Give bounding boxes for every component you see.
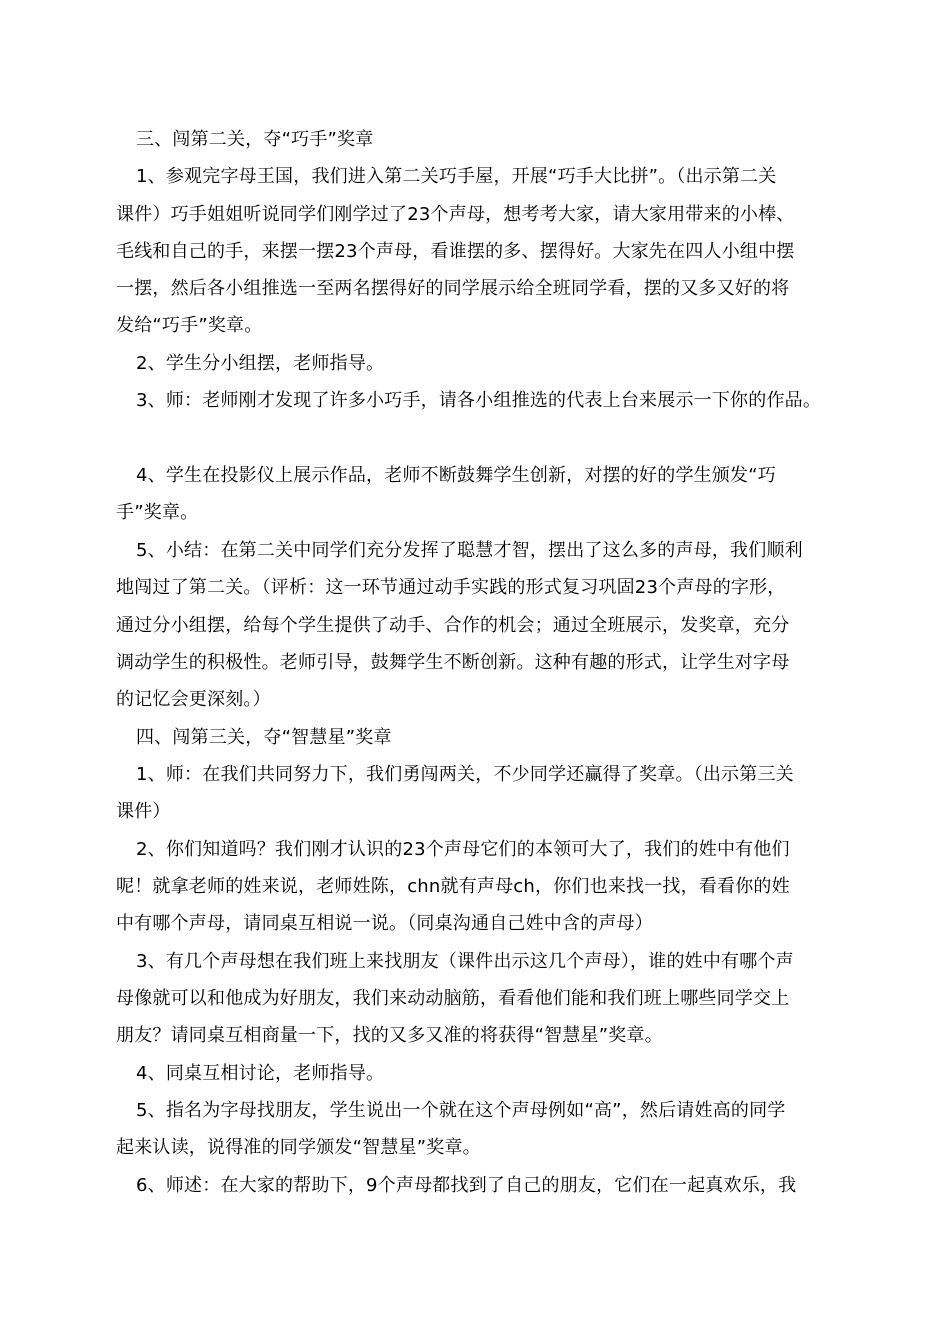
- paragraph-line: 通过分小组摆，给每个学生提供了动手、合作的机会；通过全班展示，发奖章，充分: [116, 615, 790, 636]
- paragraph-line: 一摆，然后各小组推选一至两名摆得好的同学展示给全班同学看，摆的又多又好的将: [116, 278, 790, 299]
- paragraph-line: 课件）巧手姐姐听说同学们刚学过了23个声母，想考考大家，请大家用带来的小棒、: [116, 204, 795, 225]
- paragraph-line: 朋友？请同桌互相商量一下，找的又多又准的将获得“智慧星”奖章。: [116, 1025, 663, 1046]
- paragraph-line: 3、有几个声母想在我们班上来找朋友（课件出示这几个声母），谁的姓中有哪个声: [136, 951, 794, 972]
- paragraph-line: 5、指名为字母找朋友，学生说出一个就在这个声母例如“高”，然后请姓高的同学: [136, 1100, 786, 1121]
- paragraph-line: 2、你们知道吗？我们刚才认识的23个声母它们的本领可大了，我们的姓中有他们: [136, 839, 790, 860]
- paragraph-line: 中有哪个声母，请同桌互相说一说。（同桌沟通自己姓中含的声母）: [116, 913, 653, 934]
- paragraph-line: 的记忆会更深刻。）: [116, 689, 271, 710]
- paragraph-line: 5、小结：在第二关中同学们充分发挥了聪慧才智，摆出了这么多的声母，我们顺利: [136, 540, 803, 561]
- paragraph-line: 3、师：老师刚才发现了许多小巧手，请各小组推选的代表上台来展示一下你的作品。: [136, 390, 822, 411]
- paragraph-line: 1、参观完字母王国，我们进入第二关巧手屋，开展“巧手大比拼”。（出示第二关: [136, 166, 777, 187]
- paragraph-line: 2、学生分小组摆，老师指导。: [136, 353, 385, 374]
- paragraph-line: 4、同桌互相讨论，老师指导。: [136, 1063, 385, 1084]
- paragraph-line: 4、学生在投影仪上展示作品，老师不断鼓舞学生创新，对摆的好的学生颁发“巧: [136, 465, 776, 486]
- section-heading-4: 四、闯第三关，夺“智慧星”奖章: [136, 727, 392, 748]
- paragraph-line: 1、师：在我们共同努力下，我们勇闯两关，不少同学还赢得了奖章。（出示第三关: [136, 764, 794, 785]
- paragraph-line: 调动学生的积极性。老师引导，鼓舞学生不断创新。这种有趣的形式，让学生对字母: [116, 652, 790, 673]
- paragraph-line: 发给“巧手”奖章。: [116, 315, 263, 336]
- paragraph-line: 手”奖章。: [116, 502, 199, 523]
- section-heading-3: 三、闯第二关，夺“巧手”奖章: [136, 129, 374, 150]
- paragraph-line: 起来认读，说得准的同学颁发“智慧星”奖章。: [116, 1137, 481, 1158]
- paragraph-line: 6、师述：在大家的帮助下，9个声母都找到了自己的朋友，它们在一起真欢乐，我: [136, 1175, 797, 1196]
- paragraph-line: 地闯过了第二关。（评析：这一环节通过动手实践的形式复习巩固23个声母的字形，: [116, 577, 786, 598]
- paragraph-line: 呢！就拿老师的姓来说，老师姓陈，chn就有声母ch，你们也来找一找，看看你的姓: [116, 876, 790, 897]
- paragraph-line: 毛线和自己的手，来摆一摆23个声母，看谁摆的多、摆得好。大家先在四人小组中摆: [116, 241, 795, 262]
- paragraph-line: 母像就可以和他成为好朋友，我们来动动脑筋，看看他们能和我们班上哪些同学交上: [116, 988, 790, 1009]
- paragraph-line: 课件）: [116, 801, 171, 822]
